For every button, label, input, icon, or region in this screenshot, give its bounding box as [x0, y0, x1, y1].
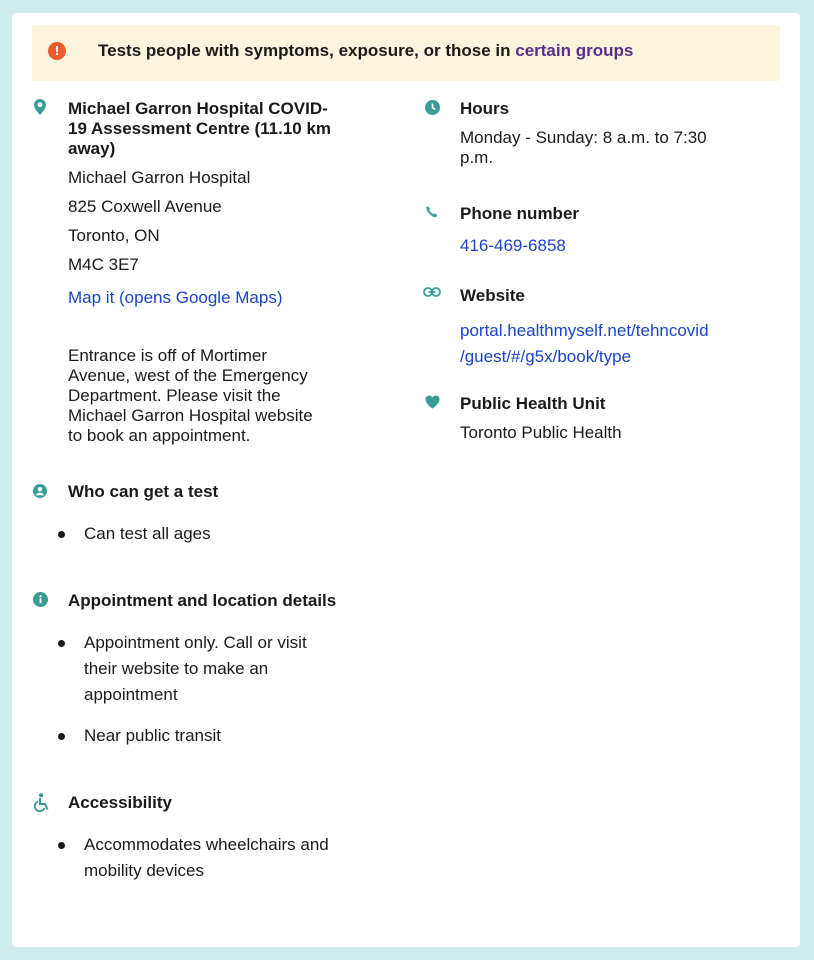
public-health-unit-heading: Public Health Unit	[460, 394, 606, 413]
location-title-line3: away)	[68, 139, 116, 158]
accessibility-item-line1: Accommodates wheelchairs and	[84, 835, 329, 854]
who-item: Can test all ages	[84, 524, 211, 543]
hours-line2: p.m.	[460, 148, 494, 167]
location-pin-icon	[32, 99, 48, 115]
bullet	[58, 733, 65, 740]
phone-icon	[424, 204, 440, 220]
hours-heading: Hours	[460, 99, 510, 118]
website-link-line2[interactable]: /guest/#/g5x/book/type	[460, 347, 632, 366]
phone-number-link[interactable]: 416-469-6858	[460, 236, 566, 255]
info-icon	[32, 591, 48, 607]
location-title-line2: 19 Assessment Centre (11.10 km	[68, 119, 332, 138]
heart-icon	[424, 394, 440, 410]
phone-heading: Phone number	[460, 204, 580, 223]
address-line-1: Michael Garron Hospital	[68, 168, 251, 187]
eligibility-banner	[32, 25, 780, 81]
website-link-line1[interactable]: portal.healthmyself.net/tehncovid	[460, 321, 709, 340]
link-icon	[422, 284, 442, 300]
appointment-item-1-line3: appointment	[84, 685, 178, 704]
map-it-link[interactable]: Map it (opens Google Maps)	[68, 288, 283, 307]
alert-icon: !	[48, 42, 66, 60]
hours-line1: Monday - Sunday: 8 a.m. to 7:30	[460, 128, 707, 147]
appointment-item-2: Near public transit	[84, 726, 222, 745]
bullet	[58, 640, 65, 647]
certain-groups-link[interactable]: certain groups	[515, 41, 634, 60]
website-heading: Website	[460, 286, 525, 305]
public-health-unit-name: Toronto Public Health	[460, 423, 622, 442]
appointment-details-heading: Appointment and location details	[68, 591, 337, 610]
banner-text	[98, 41, 633, 61]
location-title-line1: Michael Garron Hospital COVID-	[68, 99, 328, 118]
directions-note-line4: Michael Garron Hospital website	[68, 406, 313, 425]
bullet	[58, 842, 65, 849]
postal-code: M4C 3E7	[68, 255, 139, 274]
clock-icon	[424, 99, 440, 115]
appointment-item-1-line1: Appointment only. Call or visit	[84, 633, 307, 652]
test-centre-card	[12, 13, 800, 947]
directions-note-line3: Department. Please visit the	[68, 386, 281, 405]
person-icon	[32, 483, 48, 499]
banner-message: Tests people with symptoms, exposure, or those in	[98, 41, 511, 60]
accessibility-heading: Accessibility	[68, 793, 172, 812]
accessibility-item-line2: mobility devices	[84, 861, 204, 880]
wheelchair-icon	[32, 793, 50, 813]
who-can-get-test-heading: Who can get a test	[68, 482, 219, 501]
appointment-item-1-line2: their website to make an	[84, 659, 269, 678]
address-line-3: Toronto, ON	[68, 226, 160, 245]
bullet	[58, 531, 65, 538]
directions-note-line1: Entrance is off of Mortimer	[68, 346, 268, 365]
directions-note-line5: to book an appointment.	[68, 426, 251, 445]
directions-note-line2: Avenue, west of the Emergency	[68, 366, 308, 385]
address-line-2: 825 Coxwell Avenue	[68, 197, 222, 216]
